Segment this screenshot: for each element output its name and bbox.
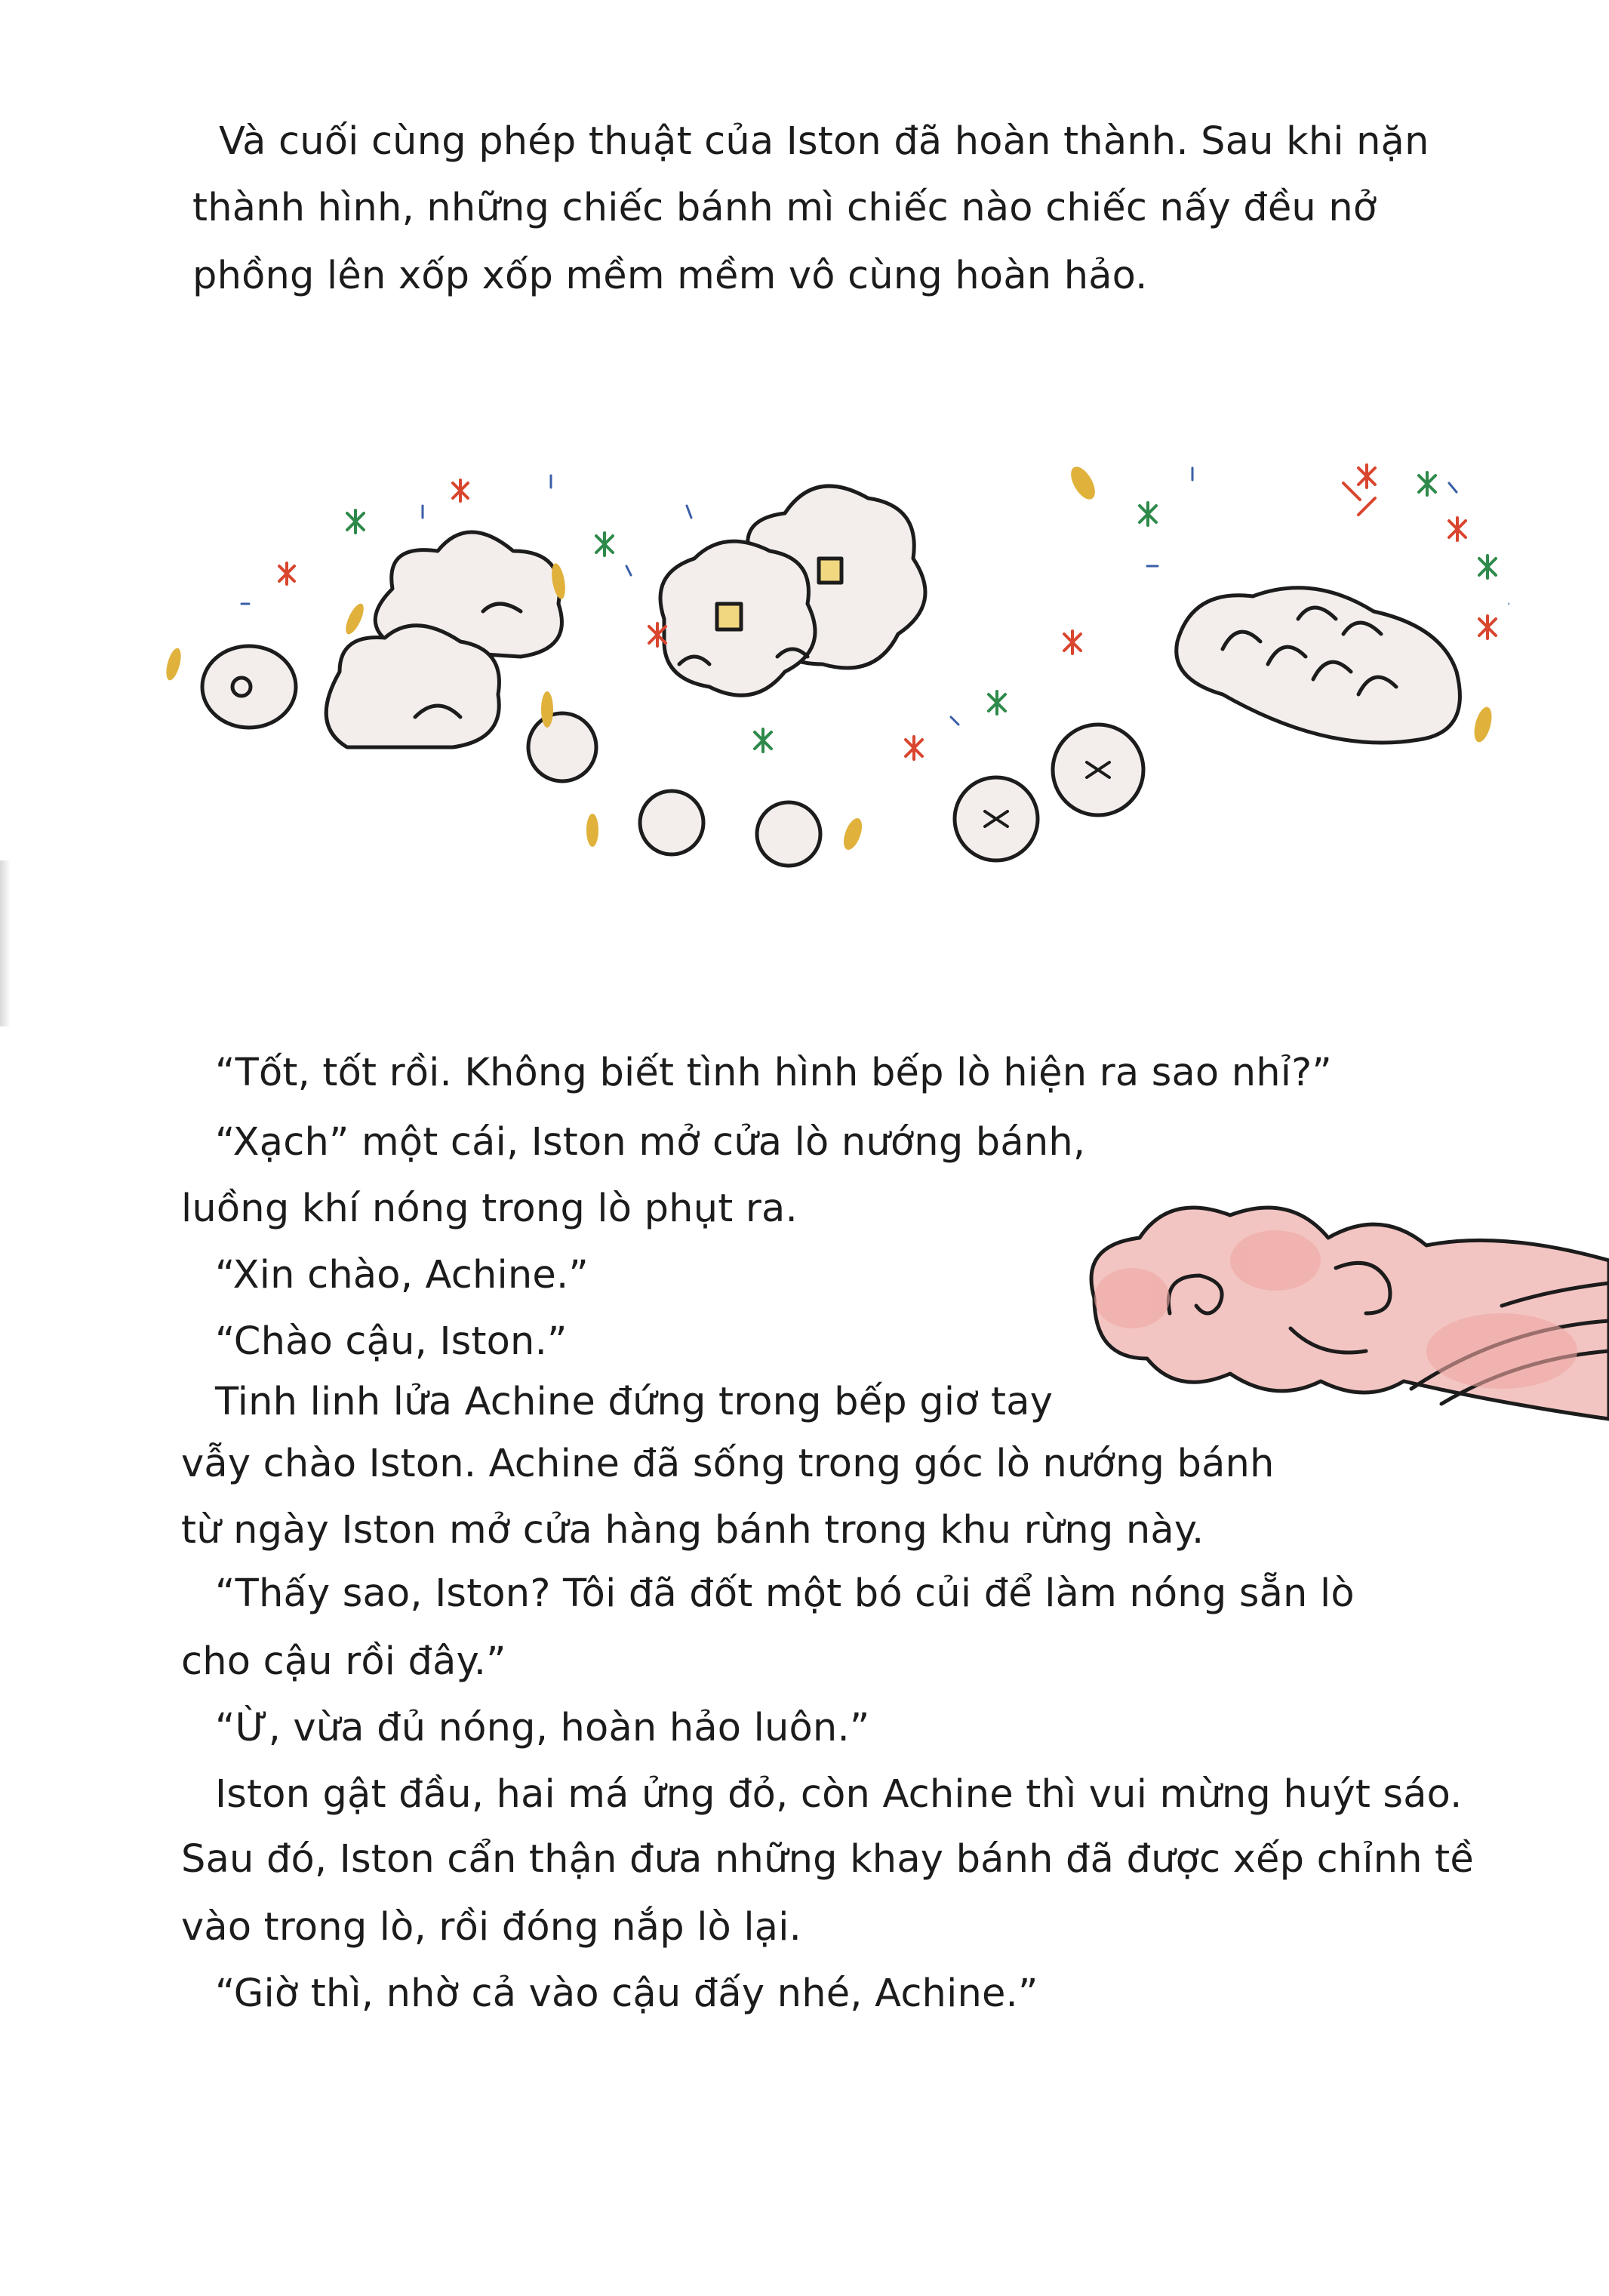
story-line: cho cậu rồi đây.” (181, 1639, 506, 1684)
story-line: “Xạch” một cái, Iston mở cửa lò nướng bánh, (215, 1120, 1086, 1165)
story-line: từ ngày Iston mở cửa hàng bánh trong khu rừng này. (181, 1508, 1204, 1553)
story-line: “Chào cậu, Iston.” (215, 1319, 568, 1364)
story-line: Iston gật đầu, hai má ửng đỏ, còn Achine thì vui mừng huýt sáo. (215, 1772, 1463, 1817)
story-line: Tinh linh lửa Achine đứng trong bếp giơ tay (215, 1380, 1054, 1424)
oven-heat-cloud (1049, 1177, 1609, 1449)
story-line: vào trong lò, rồi đóng nắp lò lại. (181, 1905, 801, 1950)
story-line: “Xin chào, Achine.” (215, 1253, 589, 1297)
story-line: thành hình, những chiếc bánh mì chiếc nào chiếc nấy đều nở (192, 186, 1377, 230)
story-line: “Giờ thì, nhờ cả vào cậu đấy nhé, Achine.” (215, 1971, 1038, 2016)
story-line: luồng khí nóng trong lò phụt ra. (181, 1186, 798, 1231)
story-line: “Ừ, vừa đủ nóng, hoàn hảo luôn.” (215, 1706, 870, 1750)
story-line: Sau đó, Iston cẩn thận đưa những khay bánh đã được xếp chỉnh tề (181, 1837, 1474, 1882)
page-edge-shadow (0, 860, 11, 1026)
story-line: “Thấy sao, Iston? Tôi đã đốt một bó củi để làm nóng sẵn lò (215, 1571, 1355, 1616)
story-line: vẫy chào Iston. Achine đã sống trong góc lò nướng bánh (181, 1442, 1275, 1486)
story-line: phồng lên xốp xốp mềm mềm vô cùng hoàn hảo. (192, 254, 1148, 298)
story-line: “Tốt, tốt rồi. Không biết tình hình bếp lò hiện ra sao nhỉ?” (215, 1051, 1333, 1095)
magic-bread-illustration (151, 423, 1509, 906)
story-line: Và cuối cùng phép thuật của Iston đã hoàn thành. Sau khi nặn (219, 119, 1429, 164)
